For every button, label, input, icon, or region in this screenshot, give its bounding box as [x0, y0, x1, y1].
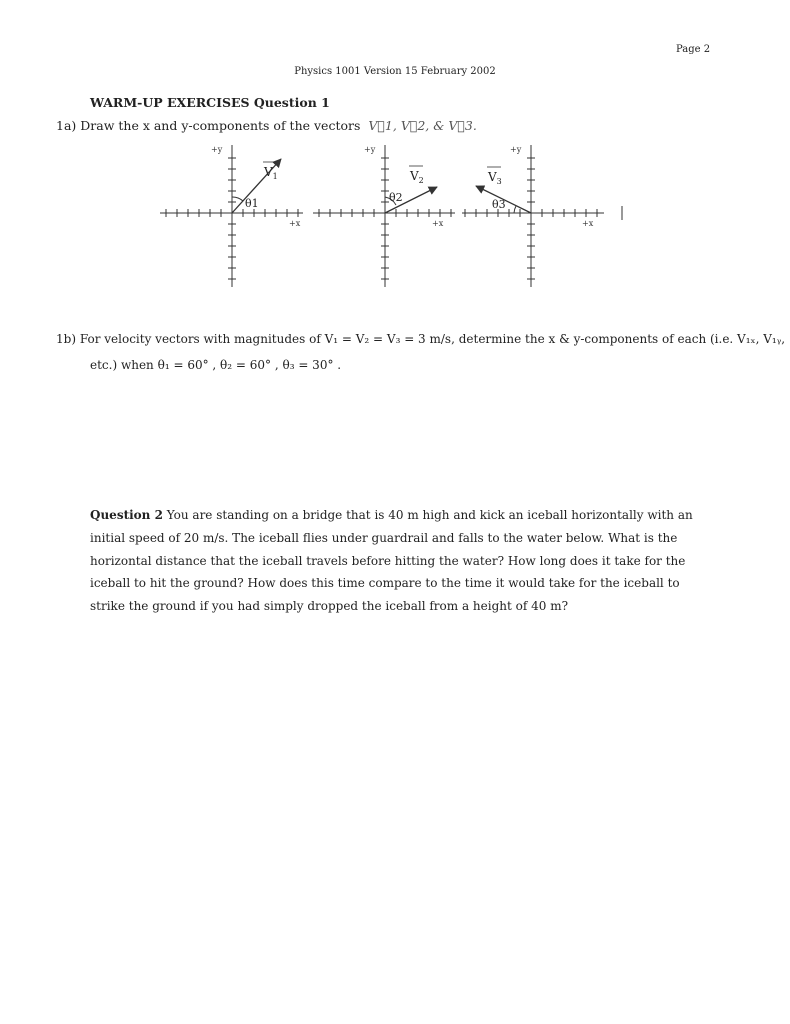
diagram-2-plus-x: +x	[432, 219, 444, 228]
angle-1-label: θ1	[245, 197, 259, 210]
section-heading: WARM-UP EXERCISES Question 1	[90, 95, 330, 110]
angle-3-label: θ3	[492, 198, 506, 211]
diagram-1-plus-x: +x	[289, 219, 301, 228]
diagram-2	[313, 145, 455, 287]
diagram-1	[160, 145, 303, 287]
angle-3-arc	[514, 206, 516, 213]
vector-2-label: $V_2$	[410, 169, 424, 185]
angle-1-arc	[232, 197, 243, 201]
page-number: Page 2	[676, 44, 711, 55]
question-2	[90, 504, 710, 618]
question-2-label: Question 2	[90, 508, 163, 522]
diagram-1-plus-y: +y	[211, 145, 223, 154]
axis-ticks	[166, 158, 597, 279]
vector-diagrams	[0, 0, 790, 320]
vector-3-label: $V_3$	[488, 170, 502, 186]
vector-1-label: $V_1$	[264, 165, 278, 181]
document-header: Physics 1001 Version 15 February 2002	[294, 66, 496, 77]
diagram-3-plus-y: +y	[510, 145, 522, 154]
question-1b-line-1: 1b) For velocity vectors with magnitudes of V₁ = V₂ = V₃ = 3 m/s, determine the x & y-components of each (i.e. V₁ₓ, V₁ᵧ,	[56, 332, 786, 346]
diagram-2-plus-y: +y	[364, 145, 376, 154]
angle-2-label: θ2	[389, 191, 403, 204]
question-2-text: You are standing on a bridge that is 40 m high and kick an iceball horizontally with an initial speed of 20 m/s. The iceball flies under guardrail and falls to the water below. What is the horizontal distance that the iceball travels before hitting the water? How long does it take for the iceball to hit the ground? How does this time compare to the time it would take for the iceball to strike the ground if you had simply dropped the iceball from a height of 40 m?	[90, 508, 693, 614]
question-1a-text: 1a) Draw the x and y-components of the vectors	[56, 118, 361, 133]
diagram-3-plus-x: +x	[582, 219, 594, 228]
question-1b-line-2: etc.) when θ₁ = 60° , θ₂ = 60° , θ₃ = 30° .	[90, 358, 342, 372]
question-1a-vectors: V⃗1, V⃗2, & V⃗3.	[368, 118, 477, 133]
